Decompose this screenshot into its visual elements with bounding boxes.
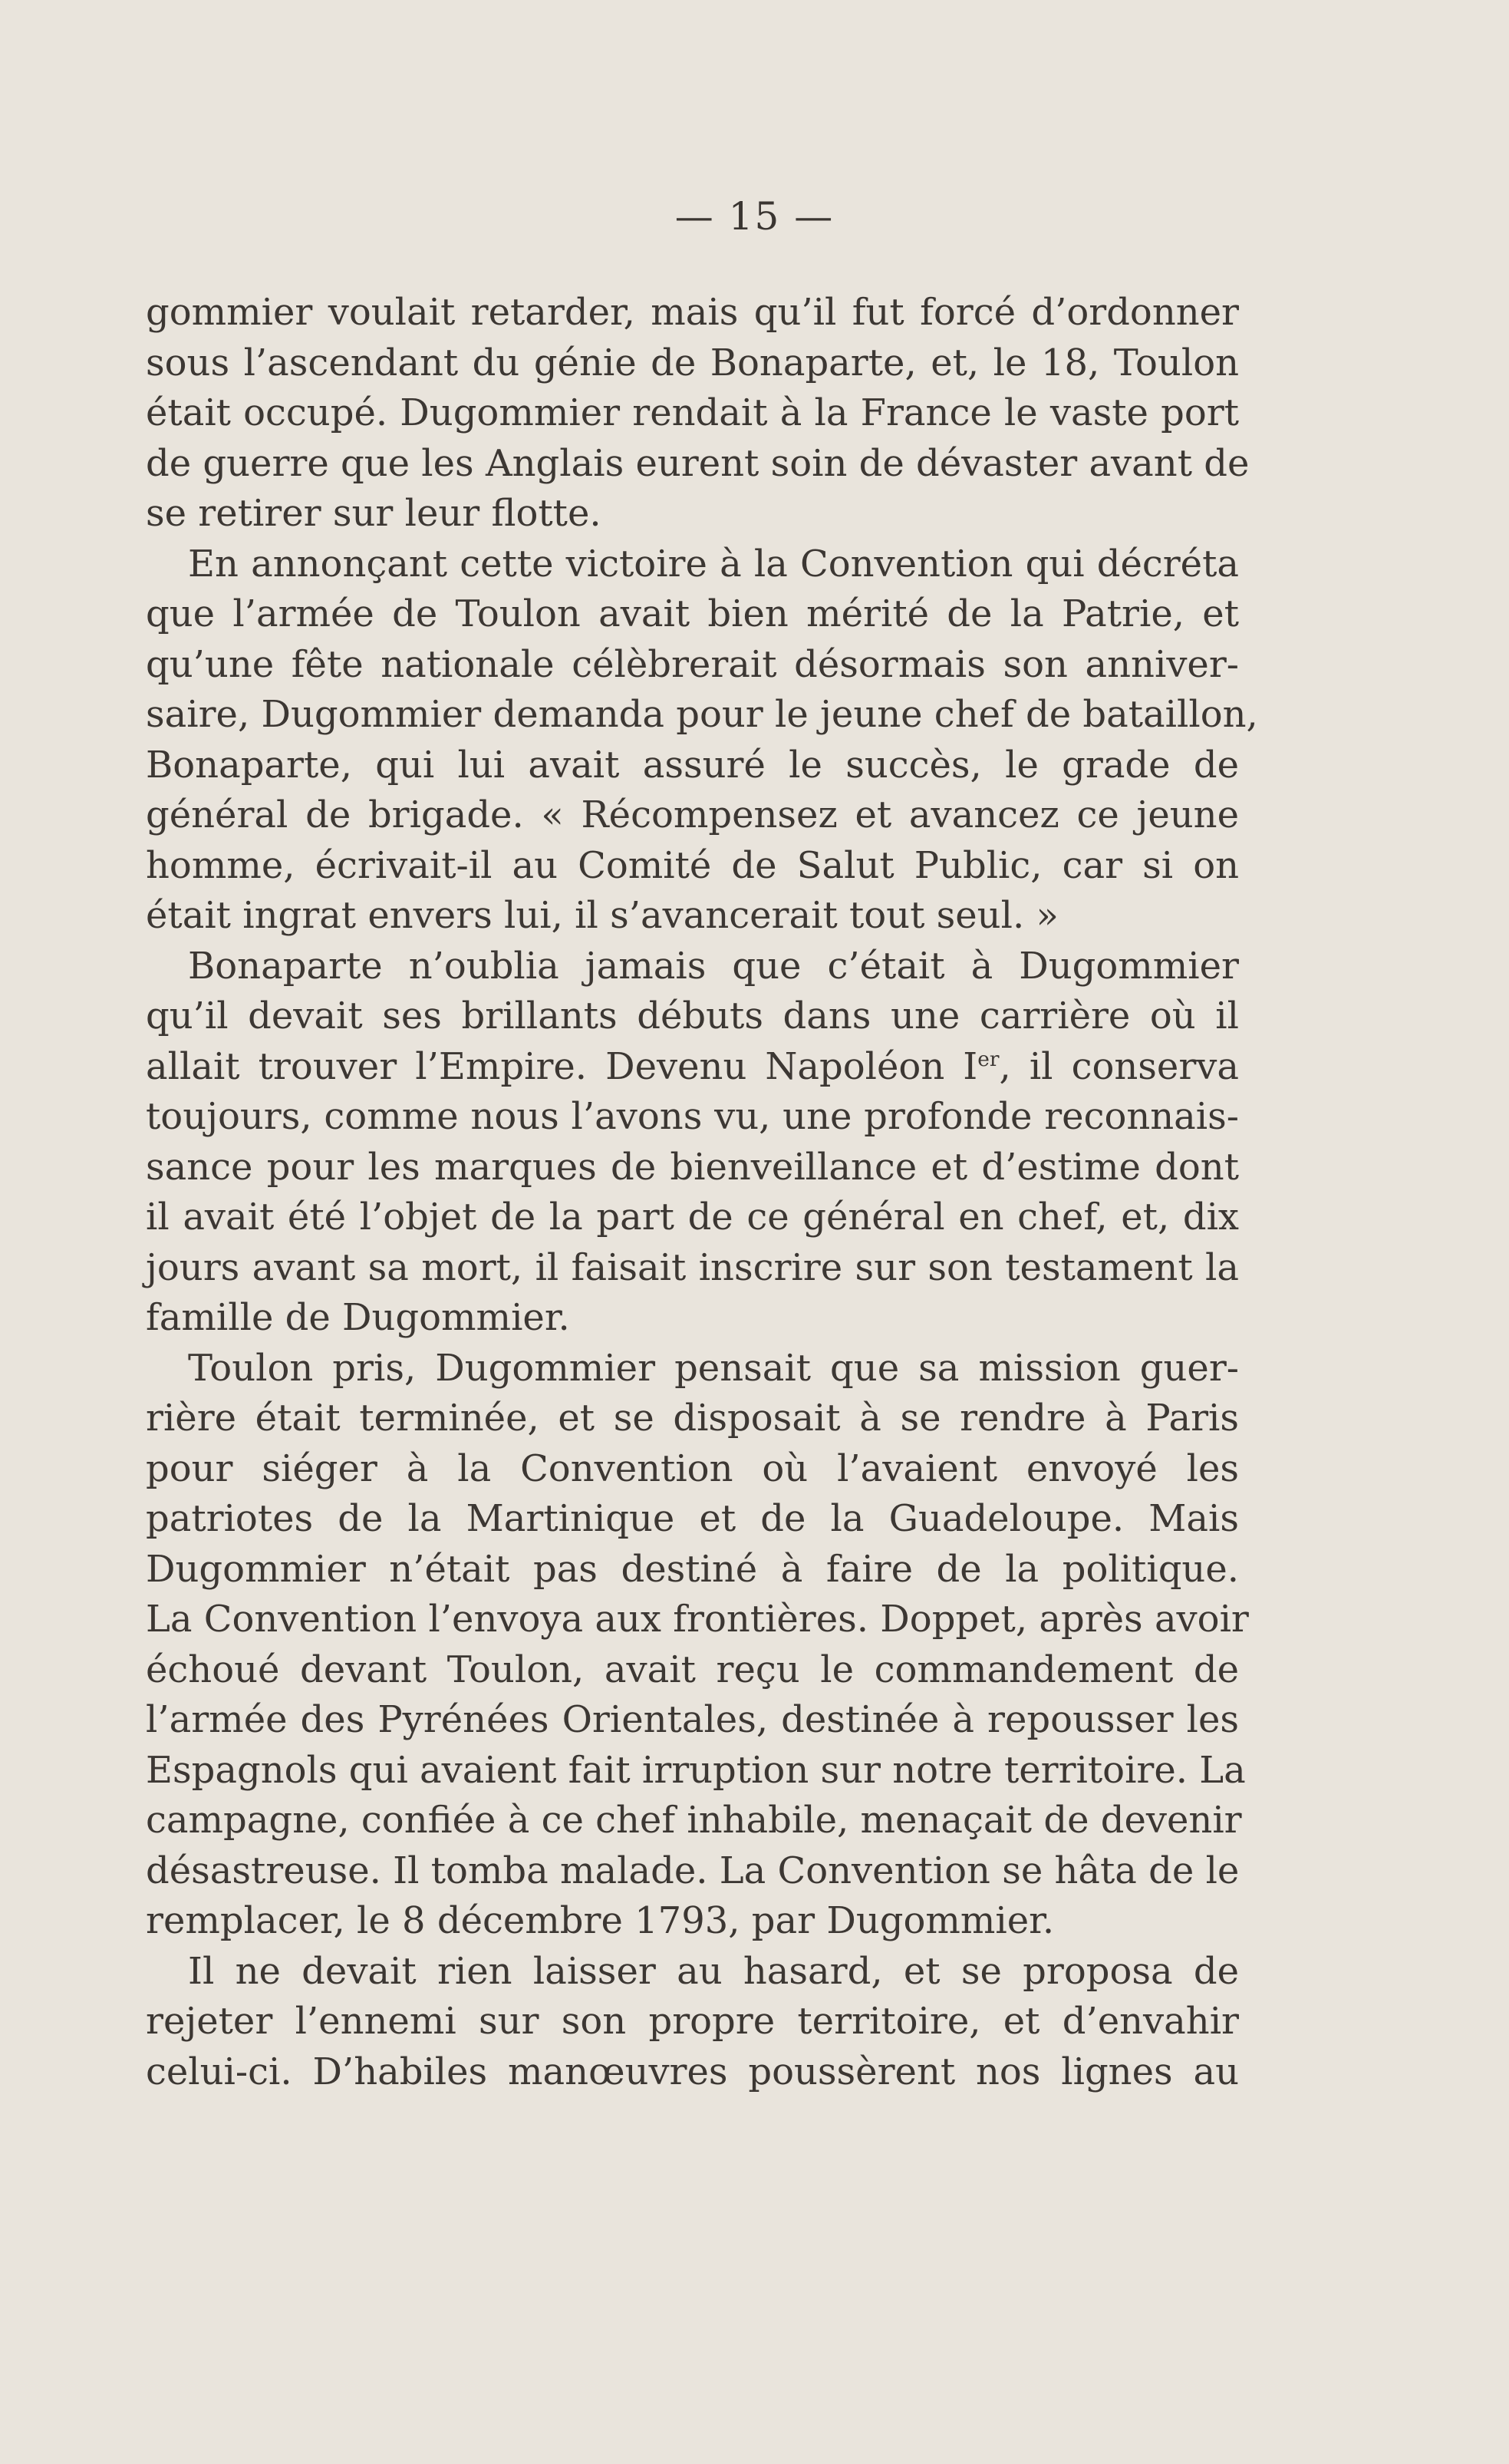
text-line: En annonçant cette victoire à la Convention qui décréta: [188, 542, 1239, 585]
text-line: était occupé. Dugommier rendait à la France le vaste port: [146, 391, 1239, 434]
text-line: Bonaparte n’oublia jamais que c’était à Dugommier: [188, 944, 1239, 988]
text-line: qu’une fête nationale célèbrerait désormais son anniver-: [146, 642, 1239, 686]
text-line: Il ne devait rien laisser au hasard, et se proposa de: [188, 1949, 1239, 1993]
text-line: que l’armée de Toulon avait bien mérité de la Patrie, et: [146, 592, 1239, 635]
text-line: jours avant sa mort, il faisait inscrire sur son testament la: [146, 1245, 1239, 1289]
text-line: famille de Dugommier.: [146, 1296, 570, 1339]
text-line: La Convention l’envoya aux frontières. Doppet, après avoir: [146, 1598, 1249, 1641]
text-line: était ingrat envers lui, il s’avancerait tout seul. »: [146, 894, 1059, 937]
text-line: gommier voulait retarder, mais qu’il fut forcé d’ordonner: [146, 291, 1239, 334]
text-line: se retirer sur leur flotte.: [146, 492, 601, 535]
text-line: patriotes de la Martinique et de la Guadeloupe. Mais: [146, 1497, 1239, 1540]
text-line: rejeter l’ennemi sur son propre territoire, et d’envahir: [146, 2000, 1239, 2043]
text-line: sous l’ascendant du génie de Bonaparte, et, le 18, Toulon: [146, 341, 1239, 384]
text-line: pour siéger à la Convention où l’avaient envoyé les: [146, 1446, 1239, 1490]
text-line: Bonaparte, qui lui avait assuré le succès, le grade de: [146, 743, 1239, 787]
text-line: campagne, confiée à ce chef inhabile, menaçait de devenir: [146, 1799, 1242, 1842]
text-line: l’armée des Pyrénées Orientales, destinée à repousser les: [146, 1698, 1239, 1741]
text-line: Espagnols qui avaient fait irruption sur notre territoire. La: [146, 1748, 1246, 1792]
text-line: rière était terminée, et se disposait à se rendre à Paris: [146, 1397, 1239, 1440]
text-line: Dugommier n’était pas destiné à faire de la politique.: [146, 1547, 1239, 1591]
body-text: [146, 288, 1258, 2097]
text-line: de guerre que les Anglais eurent soin de dévaster avant de: [146, 441, 1250, 485]
text-line: saire, Dugommier demanda pour le jeune chef de bataillon,: [146, 693, 1258, 736]
text-line: échoué devant Toulon, avait reçu le commandement de: [146, 1648, 1239, 1691]
text-line: homme, écrivait-il au Comité de Salut Public, car si on: [146, 843, 1239, 887]
page-number: — 15 —: [674, 194, 835, 239]
text-line: qu’il devait ses brillants débuts dans une carrière où il: [146, 995, 1239, 1037]
text-line: allait trouver l’Empire. Devenu Napoléon Ier, il conserva: [146, 1044, 1240, 1088]
text-line: toujours, comme nous l’avons vu, une profonde reconnais-: [146, 1095, 1239, 1138]
text-line: celui-ci. D’habiles manœuvres poussèrent nos lignes au: [146, 2050, 1239, 2093]
text-line: général de brigade. « Récompensez et avancez ce jeune: [146, 793, 1239, 836]
text-line: sance pour les marques de bienveillance et d’estime dont: [146, 1145, 1239, 1189]
text-line: remplacer, le 8 décembre 1793, par Dugommier.: [146, 1899, 1055, 1942]
text-line: Toulon pris, Dugommier pensait que sa mission guer-: [188, 1346, 1239, 1390]
text-line: désastreuse. Il tomba malade. La Convention se hâta de le: [146, 1849, 1240, 1892]
text-line: il avait été l’objet de la part de ce général en chef, et, dix: [146, 1196, 1239, 1239]
